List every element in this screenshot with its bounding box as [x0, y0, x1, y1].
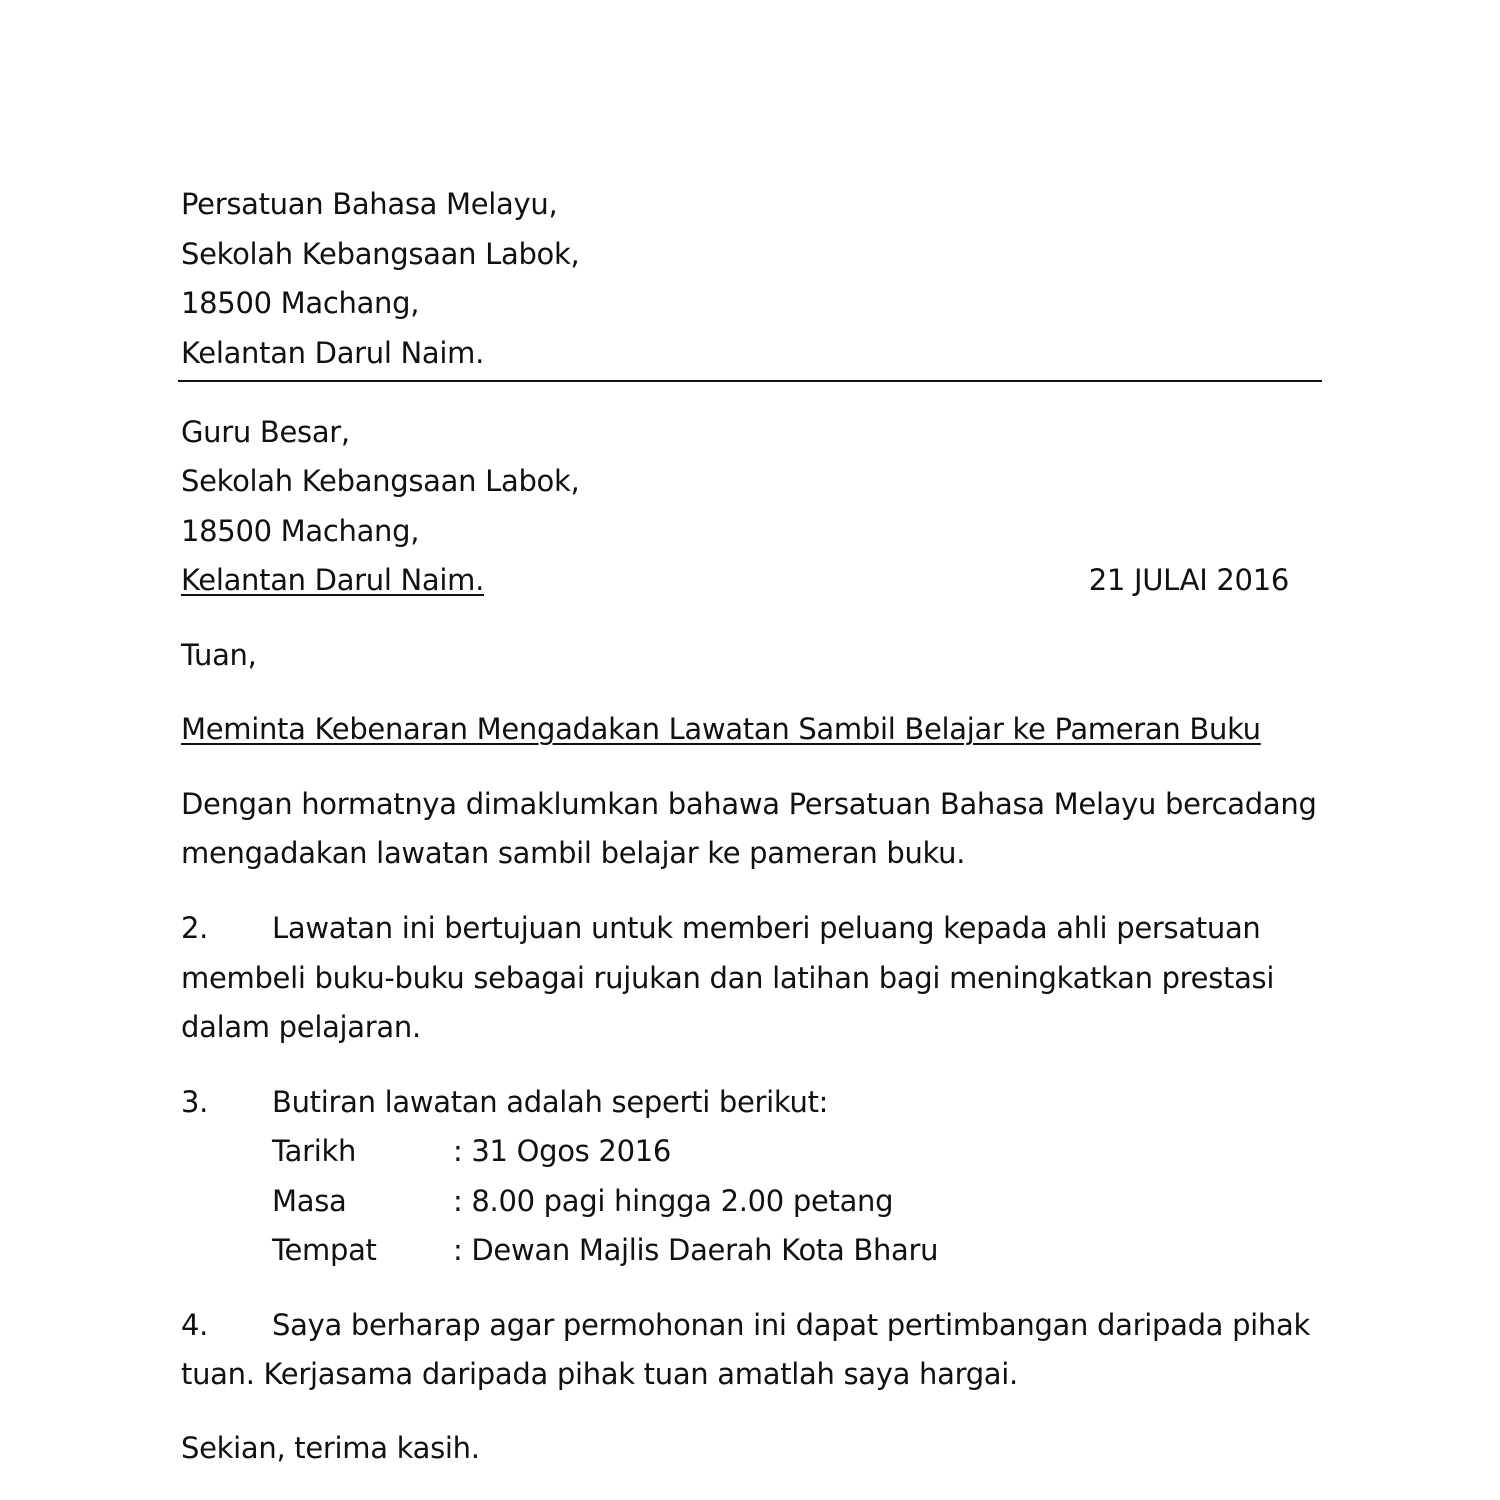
para2-line-1: Lawatan ini bertujuan untuk memberi peluang kepada ahli persatuan	[272, 911, 1261, 945]
intro-line-2: mengadakan lawatan sambil belajar ke pameran buku.	[181, 836, 966, 870]
sender-line-4: Kelantan Darul Naim.	[181, 336, 485, 370]
para4-line-1: Saya berharap agar permohonan ini dapat pertimbangan daripada pihak	[272, 1308, 1310, 1342]
detail-value-masa: : 8.00 pagi hingga 2.00 petang	[453, 1184, 894, 1218]
letter-subject: Meminta Kebenaran Mengadakan Lawatan Sambil Belajar ke Pameran Buku	[181, 712, 1261, 746]
para2-line-3: dalam pelajaran.	[181, 1010, 421, 1044]
header-divider	[178, 380, 1322, 382]
recipient-line-2: Sekolah Kebangsaan Labok,	[181, 464, 580, 498]
para4-number: 4.	[181, 1308, 209, 1342]
para2-line-2: membeli buku-buku sebagai rujukan dan latihan bagi meningkatkan prestasi	[181, 961, 1275, 995]
detail-value-tempat: : Dewan Majlis Daerah Kota Bharu	[453, 1233, 939, 1267]
detail-label-masa: Masa	[272, 1184, 347, 1218]
para4-line-2: tuan. Kerjasama daripada pihak tuan amatlah saya hargai.	[181, 1357, 1018, 1391]
sender-line-2: Sekolah Kebangsaan Labok,	[181, 237, 580, 271]
intro-line-1: Dengan hormatnya dimaklumkan bahawa Persatuan Bahasa Melayu bercadang	[181, 787, 1317, 821]
para3-line-1: Butiran lawatan adalah seperti berikut:	[272, 1085, 829, 1119]
detail-value-tarikh: : 31 Ogos 2016	[453, 1134, 672, 1168]
para3-number: 3.	[181, 1085, 209, 1119]
para2-number: 2.	[181, 911, 209, 945]
detail-label-tarikh: Tarikh	[272, 1134, 357, 1168]
letter-date: 21 JULAI 2016	[1088, 563, 1289, 597]
sender-line-1: Persatuan Bahasa Melayu,	[181, 187, 558, 221]
recipient-line-4: Kelantan Darul Naim.	[181, 563, 485, 597]
salutation: Tuan,	[181, 638, 257, 672]
sender-line-3: 18500 Machang,	[181, 286, 420, 320]
recipient-line-3: 18500 Machang,	[181, 514, 420, 548]
closing: Sekian, terima kasih.	[181, 1431, 480, 1465]
detail-label-tempat: Tempat	[272, 1233, 377, 1267]
recipient-line-1: Guru Besar,	[181, 415, 350, 449]
